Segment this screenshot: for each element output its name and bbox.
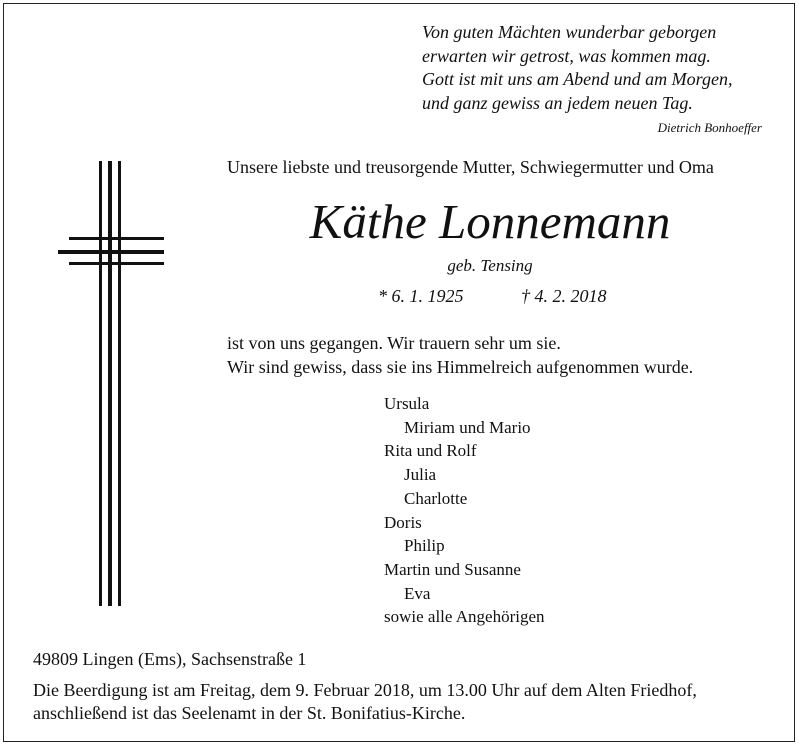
- funeral-info: [33, 679, 697, 725]
- maiden-name: geb. Tensing: [447, 256, 533, 275]
- family-list: [384, 392, 545, 629]
- message: [227, 331, 693, 379]
- family-member: Charlotte: [404, 488, 468, 508]
- family-member: Martin und Susanne: [384, 559, 521, 579]
- birth-date: * 6. 1. 1925: [378, 286, 464, 306]
- poem-line: Von guten Mächten wunderbar geborgen: [422, 22, 717, 42]
- intro-text: Unsere liebste und treusorgende Mutter, Schwiegermutter und Oma: [227, 157, 714, 177]
- poem-line: Gott ist mit uns am Abend und am Morgen,: [422, 69, 733, 89]
- funeral-line: Die Beerdigung ist am Freitag, dem 9. Februar 2018, um 13.00 Uhr auf dem Alten Friedhof,: [33, 680, 697, 700]
- family-member: Philip: [404, 536, 445, 556]
- family-member: Ursula: [384, 394, 430, 413]
- deceased-name: Käthe Lonnemann: [309, 194, 671, 249]
- family-member: Miriam und Mario: [404, 417, 531, 437]
- poem-line: und ganz gewiss an jedem neuen Tag.: [422, 92, 693, 113]
- family-member: Eva: [404, 583, 431, 603]
- poem-author: Dietrich Bonhoeffer: [657, 120, 762, 135]
- family-member: sowie alle Angehörigen: [384, 607, 545, 627]
- family-member: Julia: [404, 465, 437, 485]
- address: 49809 Lingen (Ems), Sachsenstraße 1: [33, 649, 307, 669]
- family-member: Doris: [384, 512, 422, 532]
- message-line: Wir sind gewiss, dass sie ins Himmelreich aufgenommen wurde.: [227, 357, 694, 377]
- family-member: Rita und Rolf: [384, 441, 477, 461]
- death-date: † 4. 2. 2018: [521, 286, 607, 306]
- funeral-line: anschließend ist das Seelenamt in der St. Bonifatius-Kirche.: [33, 703, 466, 723]
- message-line: ist von uns gegangen. Wir trauern sehr um sie.: [227, 333, 561, 353]
- poem-line: erwarten wir getrost, was kommen mag.: [422, 45, 711, 66]
